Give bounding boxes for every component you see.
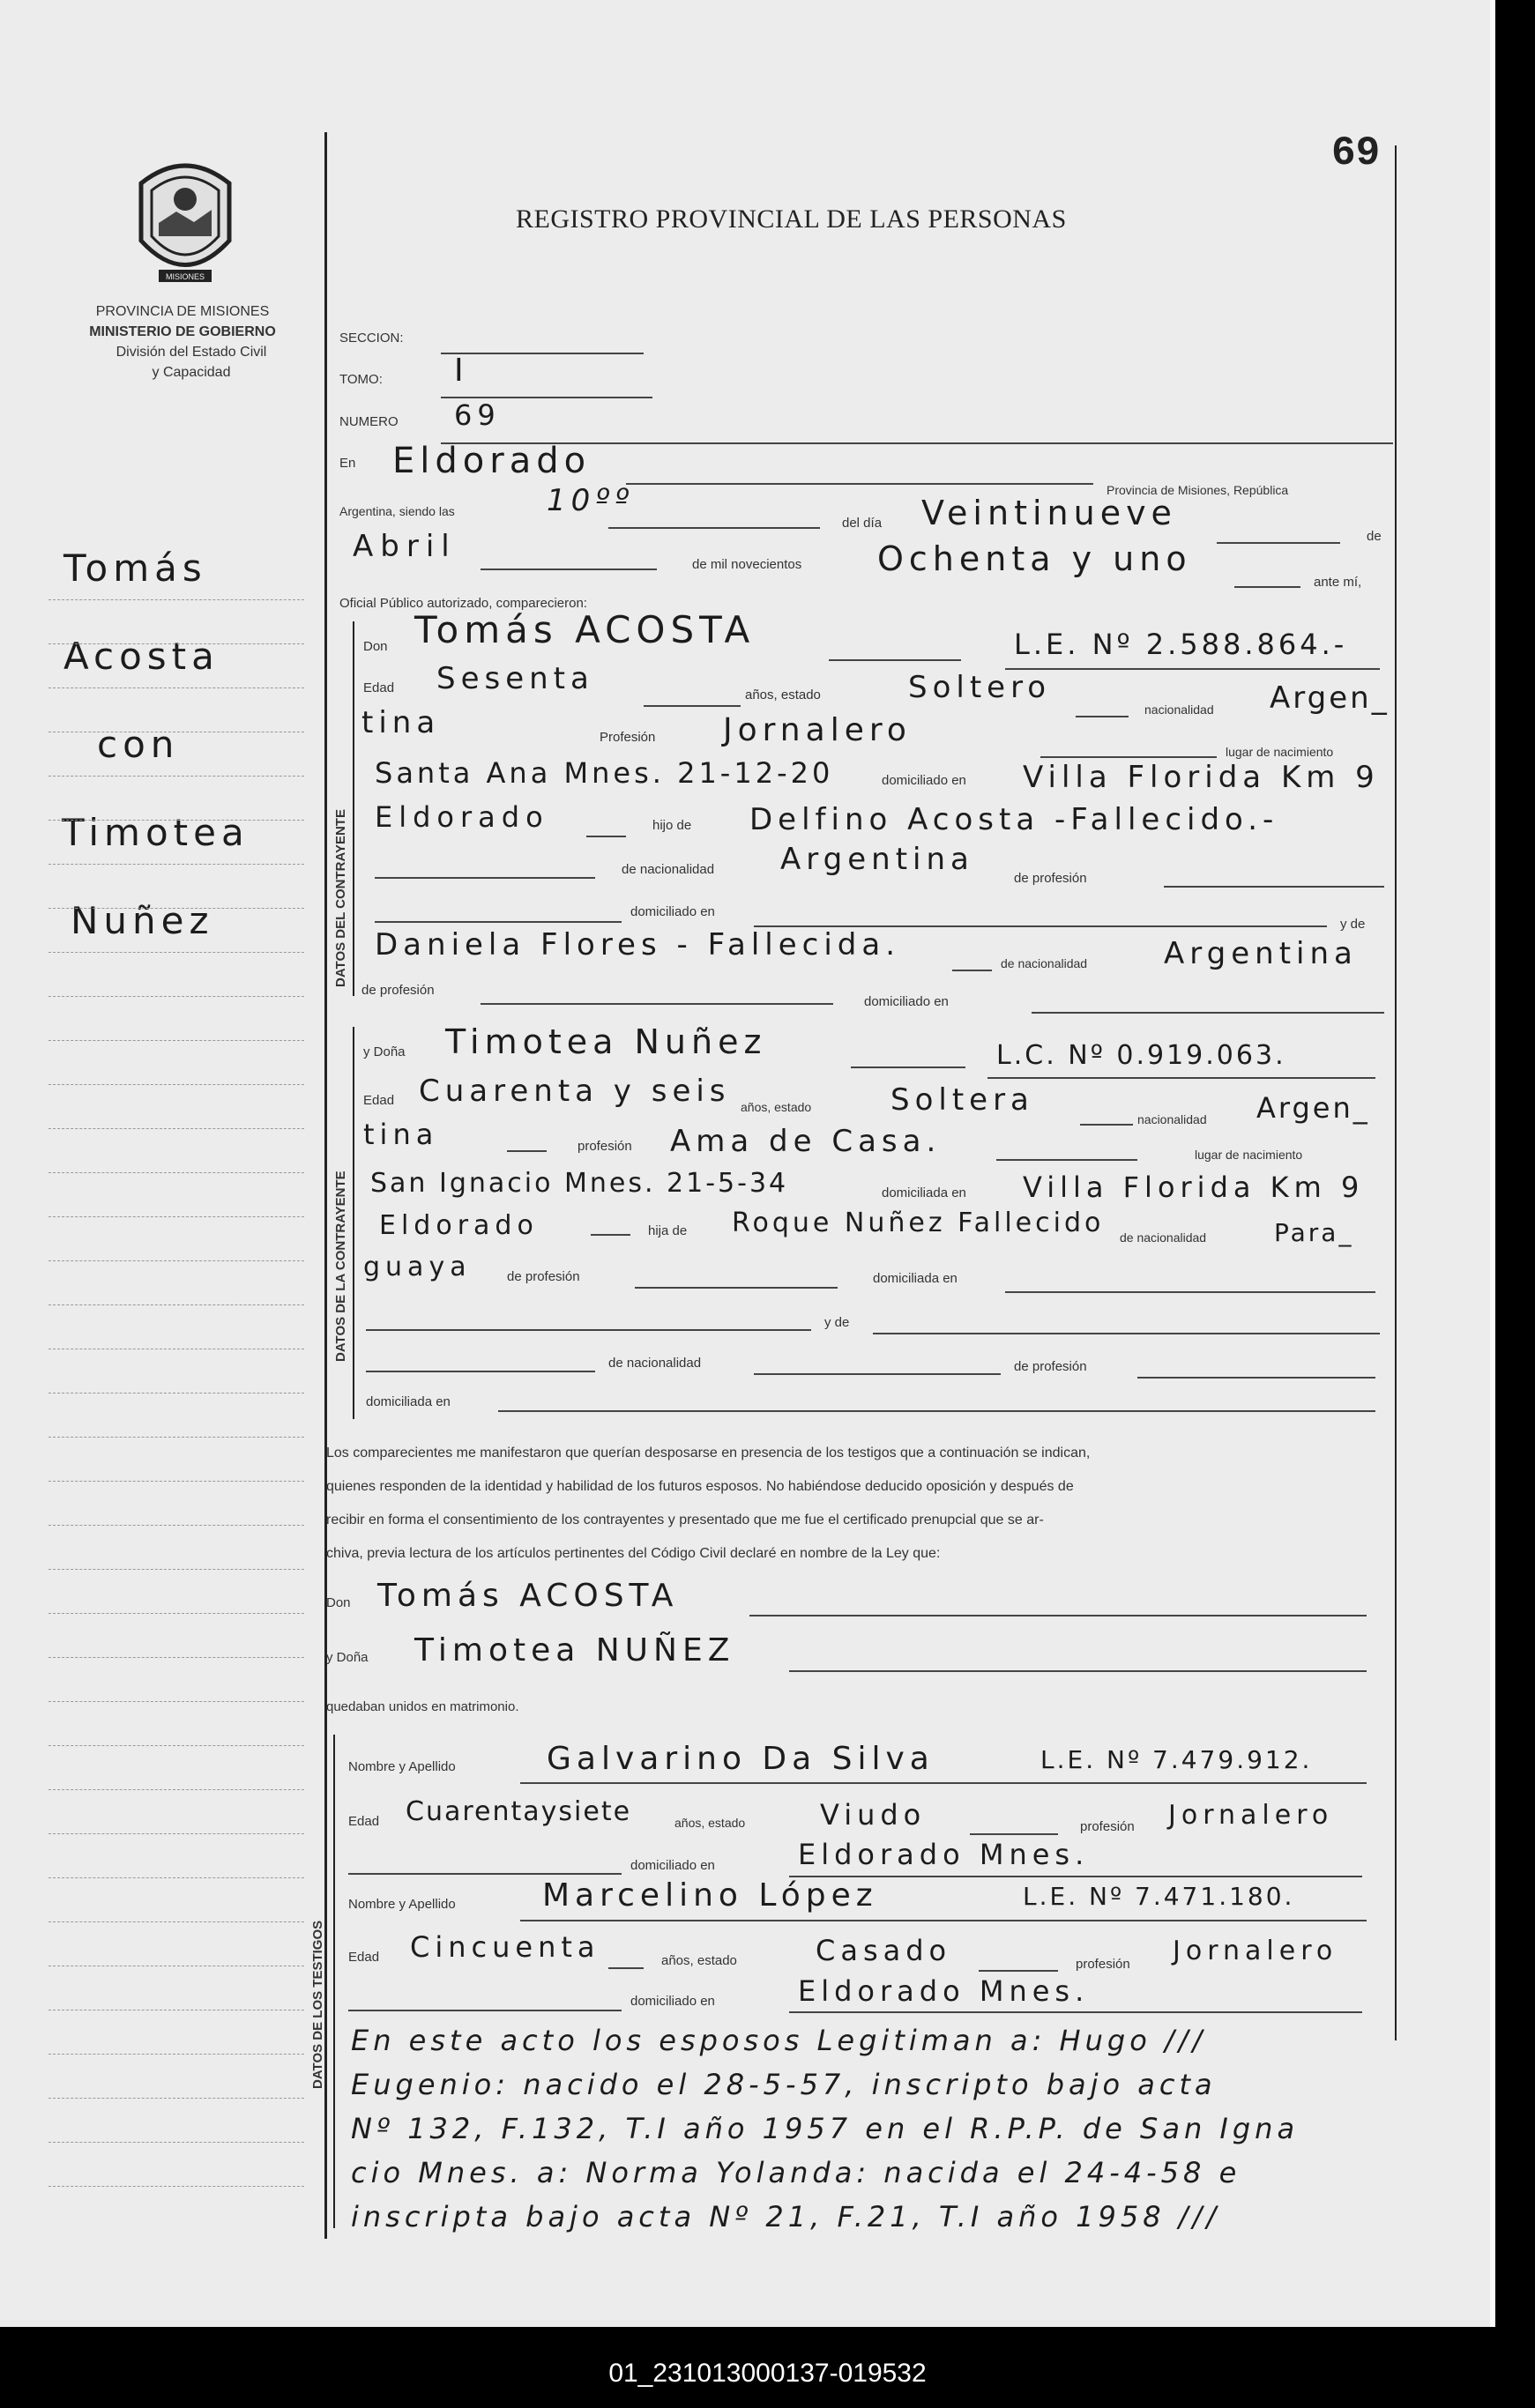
margin-note-line-5: Nuñez (71, 899, 214, 942)
padre-field (375, 877, 595, 879)
ministry-line-3: División del Estado Civil (115, 345, 267, 360)
contrayente-edad: Sesenta (436, 661, 594, 696)
t1-nombre-label: Nombre y Apellido (348, 1759, 456, 1774)
margin-note-line-1: Tomás (63, 546, 207, 590)
margin-dotted-rule (48, 1789, 304, 1790)
declaration-line: recibir en forma el consentimiento de los contrayentes y presentado que me fue el certificado prenupcial que se ar- (326, 1512, 1044, 1527)
mes-value: Abril (353, 529, 457, 564)
tomo-label: TOMO: (339, 372, 383, 387)
contrayente-f-edad: Cuarenta y seis (419, 1074, 731, 1109)
tomo-value: I (454, 353, 469, 389)
t2-estado-field (979, 1970, 1058, 1972)
f-edad-label: Edad (363, 1093, 395, 1108)
contrayente-document-field (1005, 668, 1380, 670)
t2-edad-field (608, 1967, 644, 1969)
contrayente-name-field (829, 659, 961, 661)
margin-dotted-rule (48, 1525, 304, 1526)
margin-dotted-rule (48, 1833, 304, 1834)
testigo-2-domicilio: Eldorado Mnes. (798, 1974, 1090, 2008)
domiciliado-label: domiciliado en (882, 773, 966, 788)
lugar-nacimiento-label: lugar de nacimiento (1226, 745, 1334, 759)
contrayente-nacionalidad-b: tina (361, 705, 441, 740)
contrayente-f-name: Timotea Nuñez (445, 1022, 767, 1061)
testigo-1-nombre: Galvarino Da Silva (547, 1741, 935, 1777)
testigos-rule (333, 1735, 335, 2228)
f-madre-prof-label: de profesión (1014, 1359, 1087, 1374)
hora-field (608, 527, 820, 529)
margin-dotted-rule (48, 820, 304, 821)
contrayente-f-nacionalidad-b: tina (363, 1118, 439, 1151)
t2-domiciliado-label: domiciliado en (630, 1994, 715, 2009)
margin-dotted-rule (48, 1128, 304, 1129)
page-number: 69 (1331, 130, 1381, 176)
anios-estado-label: años, estado (745, 687, 821, 702)
oficial-label: Oficial Público autorizado, comparecieron: (339, 596, 587, 611)
margin-dotted-rule (48, 908, 304, 909)
y-de-label: y de (1340, 917, 1366, 932)
ante-label: ante mí, (1314, 575, 1362, 590)
contrayente-f-domicilio-b: Eldorado (379, 1210, 539, 1241)
ministry-line-4: y Capacidad (152, 365, 231, 380)
profesion-field (1040, 756, 1217, 758)
hija-label: hija de (648, 1223, 688, 1238)
note-line: Nº 132, F.132, T.I año 1957 en el R.P.P. de San Igna (351, 2112, 1300, 2145)
margin-dotted-rule (48, 1260, 304, 1261)
madre-prof-label: de profesión (361, 983, 435, 998)
nacionalidad-label: nacionalidad (1144, 702, 1214, 717)
testigo-2-profesion: Jornalero (1173, 1936, 1338, 1966)
declaration-line: Los comparecientes me manifestaron que querían desposarse en presencia de los testigos que a continuación se indican, (326, 1446, 1091, 1460)
f-domiciliada-label: domiciliada en (882, 1185, 966, 1200)
decl-dona-name: Timotea NUÑEZ (414, 1632, 735, 1669)
note-line: inscripta bajo acta Nº 21, F.21, T.I año 1958 /// (351, 2200, 1221, 2233)
margin-dotted-rule (48, 1569, 304, 1570)
argentina-label: Argentina, siendo las (339, 504, 455, 518)
contrayente-f-nacimiento: San Ignacio Mnes. 21-5-34 (370, 1168, 789, 1199)
legitimation-note (351, 2018, 1299, 2239)
lugar-value: Eldorado (392, 441, 592, 481)
f-lugar-nacimiento-label: lugar de nacimiento (1195, 1148, 1303, 1162)
f-madre-dom-field (498, 1410, 1375, 1412)
f-nac-field (507, 1150, 547, 1152)
margin-dotted-rule (48, 687, 304, 688)
contrayente-estado: Soltero (908, 670, 1052, 705)
margin-dotted-rule (48, 1304, 304, 1305)
contrayente-f-document: L.C. Nº 0.919.063. (996, 1040, 1286, 1071)
margin-dotted-rule (48, 1481, 304, 1482)
contrayente-domicilio-a: Villa Florida Km 9 (1023, 760, 1380, 795)
testigo-1-domicilio: Eldorado Mnes. (798, 1838, 1090, 1871)
testigo-1-edad: Cuarentaysiete (406, 1796, 632, 1827)
t2-extra-field (348, 2010, 622, 2011)
f-madre-nac-field (754, 1373, 1001, 1375)
contrayente-f-name-field (851, 1067, 965, 1068)
f-estado-field (1080, 1124, 1133, 1126)
f-padre-dom-field (1005, 1291, 1375, 1293)
ministry-line-2: MINISTERIO DE GOBIERNO (89, 324, 276, 339)
contrayente-domicilio-b: Eldorado (375, 800, 549, 834)
note-line: En este acto los esposos Legitiman a: Hugo /// (351, 2024, 1207, 2057)
f-madre-dom-label: domiciliada en (366, 1394, 451, 1409)
madre-field (952, 970, 992, 971)
numero-label: NUMERO (339, 414, 399, 429)
margin-dotted-rule (48, 1172, 304, 1173)
margin-dotted-rule (48, 1216, 304, 1217)
domicilio-field (586, 836, 626, 837)
f-anios-estado-label: años, estado (741, 1100, 812, 1114)
anio-value: Ochenta y uno (877, 539, 1192, 578)
t1-domiciliado-label: domiciliado en (630, 1858, 715, 1873)
contrayente-f-side-label: DATOS DE LA CONTRAYENTE (333, 1171, 348, 1362)
t1-anios-estado-label: años, estado (674, 1816, 746, 1830)
margin-dotted-rule (48, 2054, 304, 2055)
mil-label: de mil novecientos (692, 557, 802, 572)
testigo-1-documento: L.E. Nº 7.479.912. (1040, 1745, 1313, 1774)
anio-field (1234, 586, 1300, 588)
contrayente-name: Tomás ACOSTA (414, 608, 756, 651)
declaration-line: chiva, previa lectura de los artículos pertinentes del Código Civil declaré en nombre de la Ley que: (326, 1546, 941, 1561)
padre-nac-label: de nacionalidad (622, 862, 715, 877)
testigo-2-estado: Casado (816, 1934, 952, 1967)
contrayente-rule (353, 621, 354, 996)
margin-note-line-3: con (97, 723, 180, 766)
padre-prof-field (1164, 886, 1384, 888)
contrayente-f-rule (353, 1027, 354, 1419)
t1-estado-field (970, 1833, 1058, 1835)
margin-dotted-rule (48, 1921, 304, 1922)
t2-profesion-label: profesión (1076, 1957, 1130, 1972)
contrayente-f-padre-nac-b: guaya (363, 1252, 472, 1282)
scan-identifier: 01_231013000137-019532 (608, 2359, 927, 2388)
t1-edad-label: Edad (348, 1814, 380, 1829)
dia-field (1217, 542, 1340, 544)
decl-don-name: Tomás ACOSTA (377, 1578, 679, 1614)
margin-dotted-rule (48, 1657, 304, 1658)
edad-field (644, 705, 741, 707)
del-dia-label: del día (842, 516, 883, 531)
margin-dotted-rule (48, 643, 304, 644)
estado-field (1076, 716, 1129, 717)
f-padre-dom-label: domiciliada en (873, 1271, 958, 1286)
numero-value: 69 (454, 398, 501, 432)
contrayente-side-label: DATOS DEL CONTRAYENTE (333, 809, 348, 987)
dona-label: y Doña (363, 1044, 406, 1059)
t2-anios-estado-label: años, estado (661, 1953, 737, 1968)
en-label: En (339, 456, 356, 471)
decl-dona-field (789, 1670, 1367, 1672)
padre-prof-label: de profesión (1014, 871, 1087, 886)
declaration-line: quienes responden de la identidad y habilidad de los futuros esposos. No habiéndose deducido oposición y después de (326, 1479, 1074, 1494)
lugar-field (626, 483, 1093, 485)
madre-prof-field (481, 1003, 833, 1005)
profesion-label: Profesión (600, 730, 656, 745)
contrayente-f-estado: Soltera (890, 1082, 1034, 1118)
decl-don-field (749, 1615, 1367, 1616)
t2-domicilio-field (789, 2011, 1362, 2013)
testigo-1-profesion: Jornalero (1168, 1800, 1334, 1831)
f-padre-nac-label: de nacionalidad (1120, 1230, 1207, 1245)
note-line: cio Mnes. a: Norma Yolanda: nacida el 24-4-58 e (351, 2156, 1241, 2189)
hijo-label: hijo de (652, 818, 692, 833)
margin-dotted-rule (48, 1040, 304, 1041)
f-domicilio-field (591, 1234, 630, 1236)
padre-dom-label: domiciliado en (630, 904, 715, 919)
f-extra-field (366, 1329, 811, 1331)
contrayente-nacimiento: Santa Ana Mnes. 21-12-20 (375, 756, 834, 790)
f-y-de-label: y de (824, 1315, 850, 1330)
provincial-seal-icon (132, 157, 238, 285)
margin-dotted-rule (48, 1613, 304, 1614)
testigo-1-estado: Viudo (820, 1798, 927, 1832)
seccion-field (441, 353, 644, 354)
t2-edad-label: Edad (348, 1950, 380, 1965)
t1-extra-field (348, 1873, 622, 1875)
contrayente-f-document-field (987, 1077, 1375, 1079)
t2-nombre-label: Nombre y Apellido (348, 1897, 456, 1912)
t1-nombre-field (520, 1782, 1367, 1784)
seccion-label: SECCION: (339, 331, 404, 346)
margin-dotted-rule (48, 1084, 304, 1085)
unidos-text: quedaban unidos en matrimonio. (326, 1699, 519, 1714)
testigos-side-label: DATOS DE LOS TESTIGOS (310, 1920, 325, 2089)
margin-dotted-rule (48, 952, 304, 953)
f-madre-field (873, 1333, 1380, 1334)
padre-extra-field (375, 921, 622, 923)
contrayente-f-padre-nac-a: Para_ (1274, 1218, 1354, 1247)
contrayente-f-domicilio-a: Villa Florida Km 9 (1023, 1171, 1365, 1204)
t2-nombre-field (520, 1920, 1367, 1921)
contrayente-madre-nac: Argentina (1164, 936, 1358, 971)
madre-nac-label: de nacionalidad (1001, 956, 1088, 970)
margin-dotted-rule (48, 2142, 304, 2143)
f-madre-prof-field (1137, 1377, 1375, 1379)
margin-dotted-rule (48, 1437, 304, 1438)
testigo-2-nombre: Marcelino López (542, 1877, 878, 1914)
contrayente-f-profesion: Ama de Casa. (670, 1124, 942, 1159)
declaration-text (326, 1437, 1367, 1571)
t1-profesion-label: profesión (1080, 1819, 1135, 1834)
margin-dotted-rule (48, 1877, 304, 1878)
margin-dotted-rule (48, 2098, 304, 2099)
f-nacionalidad-label: nacionalidad (1137, 1112, 1207, 1126)
margin-note-line-2: Acosta (63, 635, 220, 678)
margin-dotted-rule (48, 996, 304, 997)
provincia-label: Provincia de Misiones, República (1107, 483, 1289, 497)
decl-don-label: Don (326, 1595, 351, 1610)
f-madre-name-field (366, 1371, 595, 1372)
margin-note-line-4: Timotea (62, 811, 250, 854)
document-title: REGISTRO PROVINCIAL DE LAS PERSONAS (516, 204, 1067, 234)
contrayente-profesion: Jornalero (723, 712, 912, 748)
don-label: Don (363, 639, 388, 654)
f-profesion-field (996, 1159, 1137, 1161)
contrayente-padre: Delfino Acosta -Fallecido.- (749, 802, 1279, 837)
madre-dom-field (1032, 1012, 1384, 1014)
margin-dotted-rule (48, 1701, 304, 1702)
margin-dotted-rule (48, 864, 304, 865)
de-label: de (1367, 529, 1382, 544)
seal-lettering: MISIONES (165, 272, 205, 281)
contrayente-nacionalidad-a: Argen_ (1270, 680, 1390, 716)
f-padre-prof-label: de profesión (507, 1269, 580, 1284)
margin-dotted-rule (48, 1745, 304, 1746)
f-madre-nac-label: de nacionalidad (608, 1356, 702, 1371)
hora-value: 10ºº (547, 483, 635, 518)
contrayente-document: L.E. Nº 2.588.864.- (1014, 628, 1348, 661)
f-padre-prof-field (635, 1287, 838, 1289)
margin-dotted-rule (48, 599, 304, 600)
right-margin-rule (1395, 145, 1397, 2040)
margin-dotted-rule (48, 776, 304, 777)
contrayente-madre: Daniela Flores - Fallecida. (375, 927, 901, 962)
margin-dotted-rule (48, 2186, 304, 2187)
contrayente-f-nacionalidad-a: Argen_ (1256, 1091, 1370, 1125)
note-line: Eugenio: nacido el 28-5-57, inscripto bajo acta (351, 2068, 1217, 2101)
testigo-2-edad: Cincuenta (410, 1930, 600, 1964)
testigo-2-documento: L.E. Nº 7.471.180. (1023, 1882, 1295, 1911)
edad-label: Edad (363, 680, 395, 695)
margin-dotted-rule (48, 1393, 304, 1394)
contrayente-f-padre: Roque Nuñez Fallecido (732, 1208, 1105, 1238)
madre-dom-label: domiciliado en (864, 994, 949, 1009)
mes-field (481, 569, 657, 570)
dia-value: Veintinueve (921, 494, 1177, 532)
ministry-block (63, 301, 302, 383)
contrayente-padre-nac: Argentina (780, 842, 974, 877)
f-profesion-label: profesión (577, 1139, 632, 1154)
ministry-line-1: PROVINCIA DE MISIONES (95, 304, 270, 319)
decl-dona-label: y Doña (326, 1650, 369, 1665)
